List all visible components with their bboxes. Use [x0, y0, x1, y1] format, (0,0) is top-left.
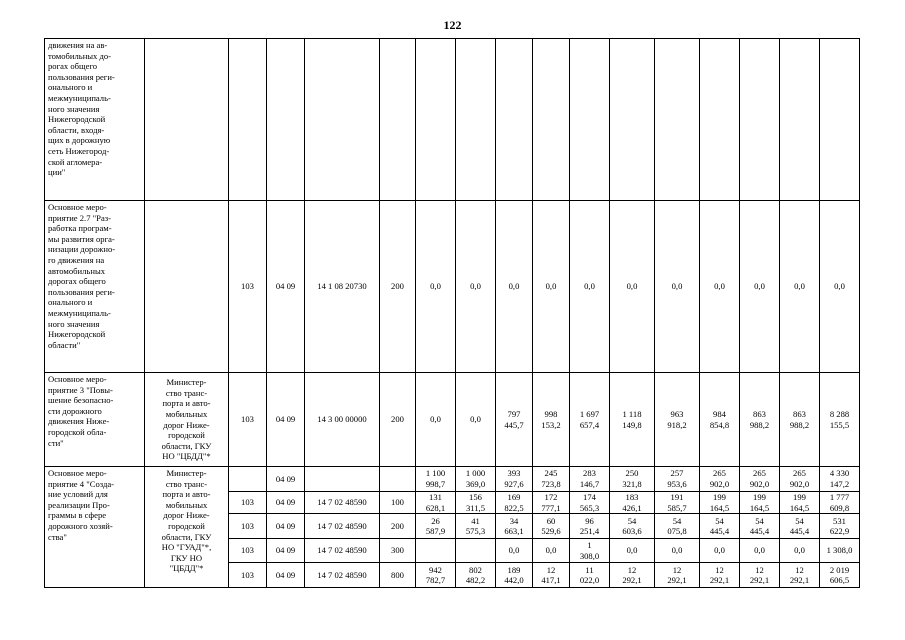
data-cell: [740, 39, 780, 201]
table-row: [45, 467, 860, 492]
data-cell: 04 09: [267, 373, 305, 467]
data-cell: 0,0: [496, 201, 533, 373]
data-cell: 531 622,9: [820, 514, 860, 539]
data-cell: 12 292,1: [655, 563, 700, 588]
data-cell: 0,0: [655, 201, 700, 373]
data-cell: [533, 39, 570, 201]
data-cell: [456, 39, 496, 201]
data-cell: 12 292,1: [740, 563, 780, 588]
measure-description: Основное меро- приятие 3 "Повы- шение безопасно- сти дорожного движения Ниже- городской обла- сти": [45, 373, 145, 467]
data-cell: 0,0: [700, 201, 740, 373]
data-cell: 998 153,2: [533, 373, 570, 467]
data-cell: [267, 39, 305, 201]
data-cell: 863 988,2: [780, 373, 820, 467]
data-cell: 14 7 02 48590: [305, 514, 380, 539]
data-cell: 200: [380, 514, 416, 539]
data-cell: 200: [380, 201, 416, 373]
data-cell: 0,0: [740, 201, 780, 373]
data-cell: 797 445,7: [496, 373, 533, 467]
data-cell: 04 09: [267, 467, 305, 492]
data-cell: 863 988,2: [740, 373, 780, 467]
data-cell: 172 777,1: [533, 492, 570, 514]
data-cell: 04 09: [267, 514, 305, 539]
data-cell: [305, 467, 380, 492]
data-cell: 14 7 02 48590: [305, 563, 380, 588]
data-cell: 199 164,5: [700, 492, 740, 514]
data-cell: 0,0: [610, 201, 655, 373]
data-cell: [780, 39, 820, 201]
data-cell: 2 019 606,5: [820, 563, 860, 588]
data-cell: 199 164,5: [740, 492, 780, 514]
data-cell: 103: [229, 539, 267, 563]
executor-cell: [145, 39, 229, 201]
measure-description: движения на ав- томобильных до- рогах общего пользования реги- онального и межмуниципаль- ного значения Нижегородской области, входя- щих в дорожную сеть Нижегород- ской агломера- ции": [45, 39, 145, 201]
data-cell: 265 902,0: [740, 467, 780, 492]
data-cell: 174 565,3: [570, 492, 610, 514]
executor-cell: Министер- ство транс- порта и авто- мобильных дорог Ниже- городской области, ГКУ НО "ЦБДД"*: [145, 373, 229, 467]
data-cell: 1 118 149,8: [610, 373, 655, 467]
data-cell: 963 918,2: [655, 373, 700, 467]
table-row: [45, 201, 860, 373]
data-cell: 11 022,0: [570, 563, 610, 588]
data-cell: 54 445,4: [700, 514, 740, 539]
data-cell: 257 953,6: [655, 467, 700, 492]
data-cell: 54 445,4: [780, 514, 820, 539]
data-cell: 200: [380, 373, 416, 467]
data-cell: 0,0: [740, 539, 780, 563]
data-cell: 393 927,6: [496, 467, 533, 492]
data-cell: 60 529,6: [533, 514, 570, 539]
data-cell: [820, 39, 860, 201]
data-cell: [700, 39, 740, 201]
data-cell: 41 575,3: [456, 514, 496, 539]
budget-table: [44, 38, 860, 588]
data-cell: [416, 39, 456, 201]
data-cell: 0,0: [496, 539, 533, 563]
data-cell: 14 3 00 00000: [305, 373, 380, 467]
data-cell: 183 426,1: [610, 492, 655, 514]
data-cell: 34 663,1: [496, 514, 533, 539]
data-cell: 100: [380, 492, 416, 514]
data-cell: 54 603,6: [610, 514, 655, 539]
data-cell: 245 723,8: [533, 467, 570, 492]
data-cell: 1 308,0: [570, 539, 610, 563]
data-cell: 0,0: [570, 201, 610, 373]
data-cell: 103: [229, 514, 267, 539]
data-cell: 96 251,4: [570, 514, 610, 539]
data-cell: 1 100 998,7: [416, 467, 456, 492]
data-cell: 0,0: [780, 539, 820, 563]
data-cell: 191 585,7: [655, 492, 700, 514]
data-cell: 103: [229, 201, 267, 373]
data-cell: 04 09: [267, 563, 305, 588]
data-cell: [496, 39, 533, 201]
data-cell: 984 854,8: [700, 373, 740, 467]
data-cell: 12 292,1: [610, 563, 655, 588]
data-cell: [610, 39, 655, 201]
data-cell: [456, 539, 496, 563]
data-cell: 0,0: [456, 373, 496, 467]
data-cell: 0,0: [456, 201, 496, 373]
data-cell: 283 146,7: [570, 467, 610, 492]
data-cell: 54 445,4: [740, 514, 780, 539]
table-row: [45, 39, 860, 201]
data-cell: 12 292,1: [780, 563, 820, 588]
data-cell: 0,0: [610, 539, 655, 563]
data-cell: 8 288 155,5: [820, 373, 860, 467]
data-cell: 103: [229, 373, 267, 467]
data-cell: 54 075,8: [655, 514, 700, 539]
data-cell: 800: [380, 563, 416, 588]
data-cell: 14 7 02 48590: [305, 492, 380, 514]
data-cell: 12 292,1: [700, 563, 740, 588]
data-cell: 1 308,0: [820, 539, 860, 563]
data-cell: [655, 39, 700, 201]
data-cell: 103: [229, 492, 267, 514]
data-cell: 131 628,1: [416, 492, 456, 514]
data-cell: 0,0: [416, 373, 456, 467]
data-cell: 0,0: [780, 201, 820, 373]
executor-cell: [145, 201, 229, 373]
data-cell: [416, 539, 456, 563]
data-cell: 0,0: [700, 539, 740, 563]
data-cell: [380, 467, 416, 492]
data-cell: 250 321,8: [610, 467, 655, 492]
data-cell: 4 330 147,2: [820, 467, 860, 492]
data-cell: 0,0: [655, 539, 700, 563]
data-cell: [229, 467, 267, 492]
data-cell: 189 442,0: [496, 563, 533, 588]
data-cell: 26 587,9: [416, 514, 456, 539]
data-cell: 0,0: [533, 539, 570, 563]
data-cell: 1 000 369,0: [456, 467, 496, 492]
data-cell: 0,0: [416, 201, 456, 373]
data-cell: 0,0: [533, 201, 570, 373]
table-row: [45, 373, 860, 467]
data-cell: 156 311,5: [456, 492, 496, 514]
data-cell: 14 7 02 48590: [305, 539, 380, 563]
measure-description: Основное меро- приятие 2.7 "Раз- работка програм- мы развития орга- низации дорожно- го движения на автомобильных дорогах общего пользования реги- онального и межмуниципаль- ного значения Нижегородской области": [45, 201, 145, 373]
data-cell: 04 09: [267, 539, 305, 563]
data-cell: 1 777 609,8: [820, 492, 860, 514]
data-cell: [229, 39, 267, 201]
data-cell: 802 482,2: [456, 563, 496, 588]
data-cell: [305, 39, 380, 201]
measure-description: Основное меро- приятие 4 "Созда- ние условий для реализации Про- граммы в сфере дорожного хозяй- ства": [45, 467, 145, 588]
data-cell: 199 164,5: [780, 492, 820, 514]
data-cell: 300: [380, 539, 416, 563]
data-cell: 04 09: [267, 201, 305, 373]
data-cell: 942 782,7: [416, 563, 456, 588]
data-cell: 265 902,0: [700, 467, 740, 492]
data-cell: 1 697 657,4: [570, 373, 610, 467]
executor-cell: Министер- ство транс- порта и авто- мобильных дорог Ниже- городской области, ГКУ НО "ГУАД"*, ГКУ НО "ЦБДД"*: [145, 467, 229, 588]
data-cell: [570, 39, 610, 201]
data-cell: 0,0: [820, 201, 860, 373]
data-cell: 169 822,5: [496, 492, 533, 514]
data-cell: 265 902,0: [780, 467, 820, 492]
data-cell: 14 1 08 20730: [305, 201, 380, 373]
data-cell: [380, 39, 416, 201]
data-cell: 12 417,1: [533, 563, 570, 588]
data-cell: 04 09: [267, 492, 305, 514]
page-number: 122: [443, 18, 462, 32]
data-cell: 103: [229, 563, 267, 588]
